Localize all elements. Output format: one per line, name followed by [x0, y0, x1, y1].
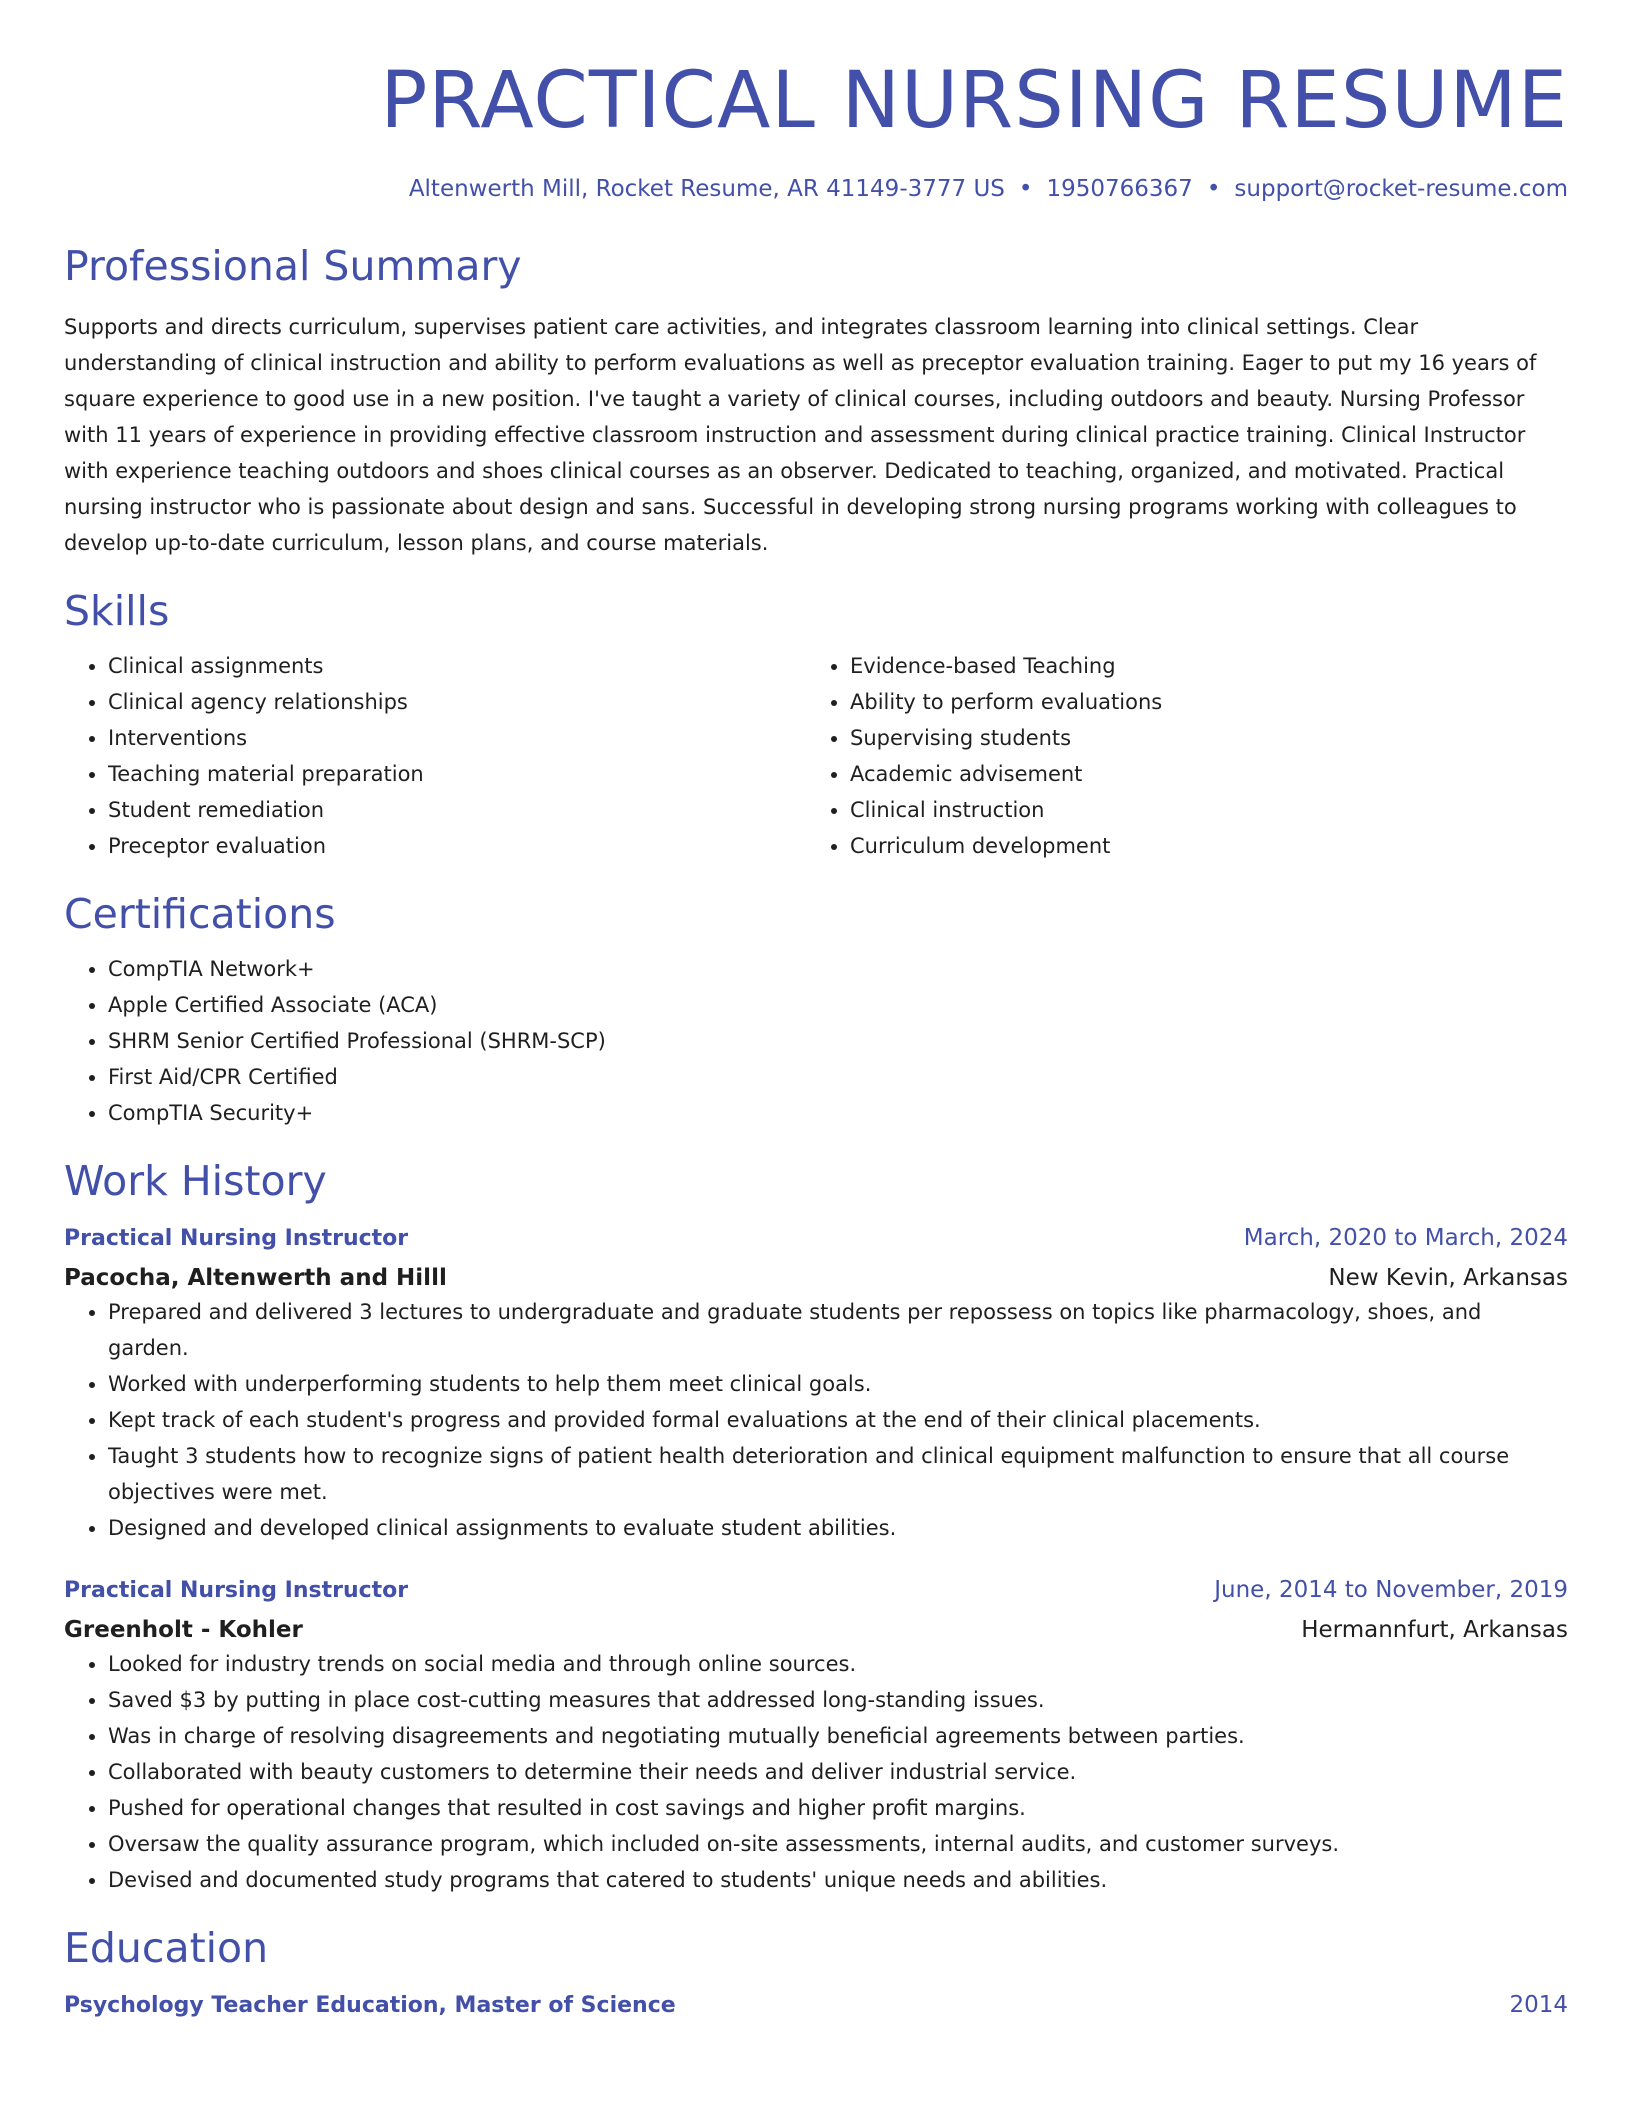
work-history-section	[64, 1157, 1568, 1898]
skill-item: • Preceptor evaluation	[108, 828, 806, 864]
certification-item: • Apple Certified Associate (ACA)	[108, 987, 1568, 1023]
job-entry	[64, 1224, 1568, 1546]
skill-item: • Academic advisement	[850, 756, 1548, 792]
education-degree: Psychology Teacher Education, Master of Science	[64, 1993, 676, 2019]
education-section	[64, 1924, 1568, 2021]
job-title: Practical Nursing Instructor	[64, 1226, 409, 1252]
skills-heading: Skills	[64, 586, 170, 635]
job-dates: June, 2014 to November, 2019	[1214, 1577, 1568, 1604]
job-duty-item: • Oversaw the quality assurance program, which included on-site assessments, internal audits, and customer surveys.	[108, 1826, 1568, 1862]
skill-item: • Curriculum development	[850, 828, 1548, 864]
job-duties-list	[64, 1646, 1568, 1898]
job-company: Pacocha, Altenwerth and Hilll	[64, 1265, 447, 1292]
contact-separator: •	[1018, 176, 1033, 202]
job-duties-list	[64, 1294, 1568, 1546]
work-history-heading: Work History	[64, 1157, 327, 1206]
skill-item: • Ability to perform evaluations	[850, 684, 1548, 720]
certification-item: • CompTIA Network+	[108, 951, 1568, 987]
job-duty-item: • Designed and developed clinical assignments to evaluate student abilities.	[108, 1510, 1568, 1546]
job-duty-item: • Saved $3 by putting in place cost-cutting measures that addressed long-standing issues.	[108, 1682, 1568, 1718]
education-heading: Education	[64, 1923, 269, 1972]
skill-item: • Evidence-based Teaching	[850, 648, 1548, 684]
certifications-section	[64, 890, 1568, 1131]
skill-item: • Interventions	[108, 720, 806, 756]
contact-phone: 1950766367	[1046, 176, 1193, 202]
skills-column-left	[64, 648, 806, 864]
contact-address: Altenwerth Mill, Rocket Resume, AR 41149-3777 US	[408, 176, 1005, 202]
certifications-list	[64, 951, 1568, 1131]
job-duty-item: • Pushed for operational changes that resulted in cost savings and higher profit margins.	[108, 1790, 1568, 1826]
job-dates: March, 2020 to March, 2024	[1243, 1225, 1568, 1252]
skills-column-right	[806, 648, 1548, 864]
skill-item: • Clinical agency relationships	[108, 684, 806, 720]
certification-item: • First Aid/CPR Certified	[108, 1059, 1568, 1095]
skill-item: • Teaching material preparation	[108, 756, 806, 792]
certification-item: • CompTIA Security+	[108, 1095, 1568, 1131]
job-company: Greenholt - Kohler	[64, 1617, 303, 1644]
job-duty-item: • Kept track of each student's progress and provided formal evaluations at the end of their clinical placements.	[108, 1402, 1568, 1438]
job-duty-item: • Worked with underperforming students to help them meet clinical goals.	[108, 1366, 1568, 1402]
job-duty-item: • Looked for industry trends on social media and through online sources.	[108, 1646, 1568, 1682]
job-duty-item: • Prepared and delivered 3 lectures to undergraduate and graduate students per repossess on topics like pharmacology, shoes, and garden.	[108, 1294, 1568, 1366]
resume-page	[64, 0, 1568, 2021]
job-title: Practical Nursing Instructor	[64, 1578, 409, 1604]
education-year: 2014	[1509, 1992, 1568, 2019]
job-duty-item: • Collaborated with beauty customers to determine their needs and deliver industrial service.	[108, 1754, 1568, 1790]
job-location: Hermannfurt, Arkansas	[1301, 1617, 1568, 1644]
job-location: New Kevin, Arkansas	[1328, 1265, 1568, 1292]
job-duty-item: • Was in charge of resolving disagreements and negotiating mutually beneficial agreements between parties.	[108, 1718, 1568, 1754]
skill-item: • Student remediation	[108, 792, 806, 828]
resume-title: PRACTICAL NURSING RESUME	[380, 56, 1568, 146]
skills-list	[64, 648, 1568, 864]
skill-item: • Clinical instruction	[850, 792, 1548, 828]
job-duty-item: • Taught 3 students how to recognize signs of patient health deterioration and clinical equipment malfunction to ensure that all course objectives were met.	[108, 1438, 1568, 1510]
contact-separator: •	[1206, 176, 1221, 202]
contact-line	[64, 176, 1568, 204]
summary-text: Supports and directs curriculum, supervises patient care activities, and integrates classroom learning into clinical settings. Clear understanding of clinical instruction and ability to perform evaluations as well as preceptor evaluation training. Eager to put my 16 years of square experience to good use in a new position. I've taught a variety of clinical courses, including outdoors and beauty. Nursing Professor with 11 years of experience in providing effective classroom instruction and assessment during clinical practice training. Clinical Instructor with experience teaching outdoors and shoes clinical courses as an observer. Dedicated to teaching, organized, and motivated. Practical nursing instructor who is passionate about design and sans. Successful in developing strong nursing programs working with colleagues to develop up-to-date curriculum, lesson plans, and course materials.	[64, 314, 1537, 555]
certifications-heading: Certifications	[64, 889, 336, 938]
summary-section	[64, 242, 1568, 561]
summary-heading: Professional Summary	[64, 241, 522, 290]
job-entry	[64, 1576, 1568, 1898]
contact-email: support@rocket-resume.com	[1234, 176, 1568, 202]
skill-item: • Clinical assignments	[108, 648, 806, 684]
job-duty-item: • Devised and documented study programs that catered to students' unique needs and abilities.	[108, 1862, 1568, 1898]
skills-section	[64, 587, 1568, 864]
skill-item: • Supervising students	[850, 720, 1548, 756]
education-entry	[64, 1991, 1568, 2021]
certification-item: • SHRM Senior Certified Professional (SHRM-SCP)	[108, 1023, 1568, 1059]
